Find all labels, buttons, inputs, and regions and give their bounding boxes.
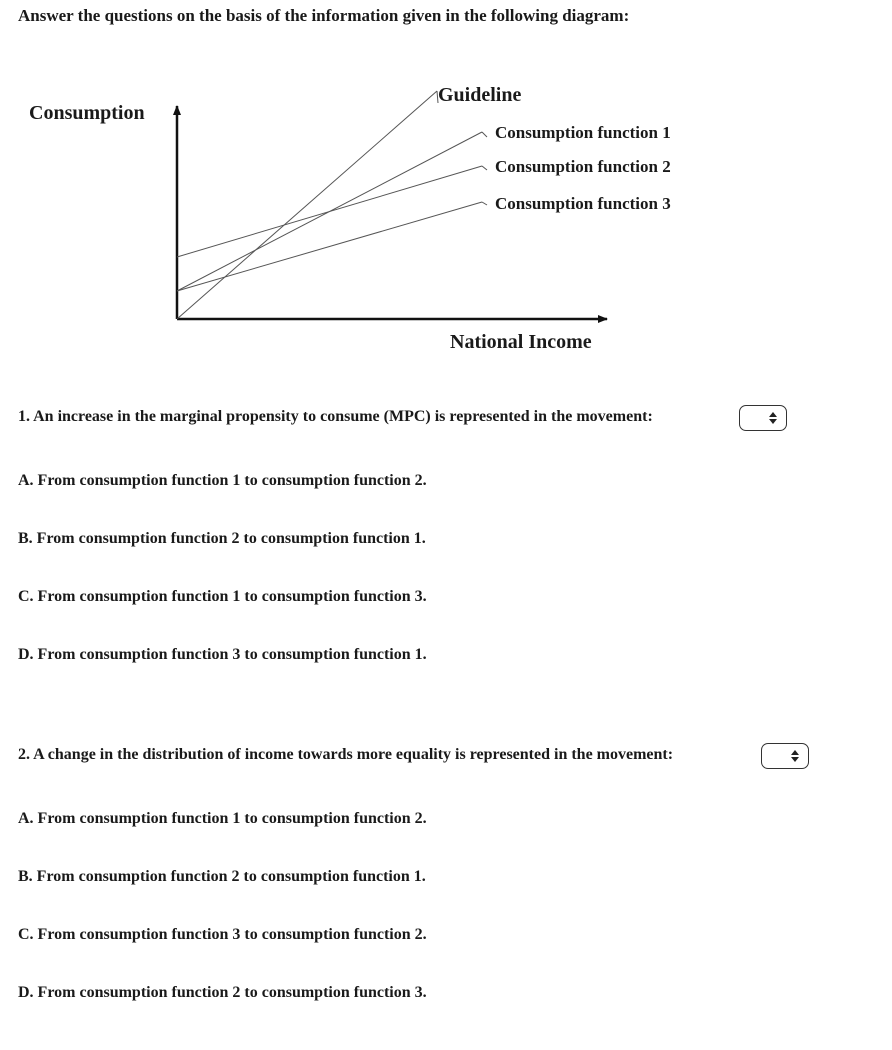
question-1-answer-select[interactable] — [739, 405, 787, 431]
legend-label-guideline: Guideline — [438, 84, 522, 106]
question-2-answer-select[interactable] — [761, 743, 809, 769]
question-2-option-b: B. From consumption function 2 to consumption function 1. — [18, 868, 426, 885]
legend-label-consumption-function-1: Consumption function 1 — [495, 123, 671, 142]
consumption-diagram — [0, 0, 892, 380]
legend-label-consumption-function-3: Consumption function 3 — [495, 194, 671, 213]
question-1-option-d: D. From consumption function 3 to consumption function 1. — [18, 646, 427, 663]
legend-label-consumption-function-2: Consumption function 2 — [495, 157, 671, 176]
instructions-text: Answer the questions on the basis of the information given in the following diagram: — [18, 6, 630, 25]
question-2-text: 2. A change in the distribution of income towards more equality is represented in the movement: — [18, 746, 674, 763]
legend-leader-consumption-function-2 — [482, 166, 487, 170]
question-1-text: 1. An increase in the marginal propensity to consume (MPC) is represented in the movement: — [18, 408, 653, 425]
legend-leader-consumption-function-3 — [482, 202, 487, 205]
legend-leader-consumption-function-1 — [482, 132, 487, 137]
question-2-option-c: C. From consumption function 3 to consumption function 2. — [18, 926, 427, 943]
question-1-option-a: A. From consumption function 1 to consumption function 2. — [18, 472, 427, 489]
series-line-consumption-function-3 — [177, 202, 482, 291]
question-1-option-c: C. From consumption function 1 to consumption function 3. — [18, 588, 427, 605]
select-up-arrow-icon — [791, 750, 799, 755]
select-down-arrow-icon — [769, 419, 777, 424]
series-line-guideline — [177, 91, 437, 319]
question-1-option-b: B. From consumption function 2 to consumption function 1. — [18, 530, 426, 547]
series-line-consumption-function-2 — [177, 166, 482, 257]
question-2-option-d: D. From consumption function 2 to consumption function 3. — [18, 984, 427, 1001]
select-up-arrow-icon — [769, 412, 777, 417]
select-down-arrow-icon — [791, 757, 799, 762]
y-axis-label: Consumption — [29, 102, 145, 124]
x-axis-label: National Income — [450, 331, 592, 353]
question-2-option-a: A. From consumption function 1 to consumption function 2. — [18, 810, 427, 827]
